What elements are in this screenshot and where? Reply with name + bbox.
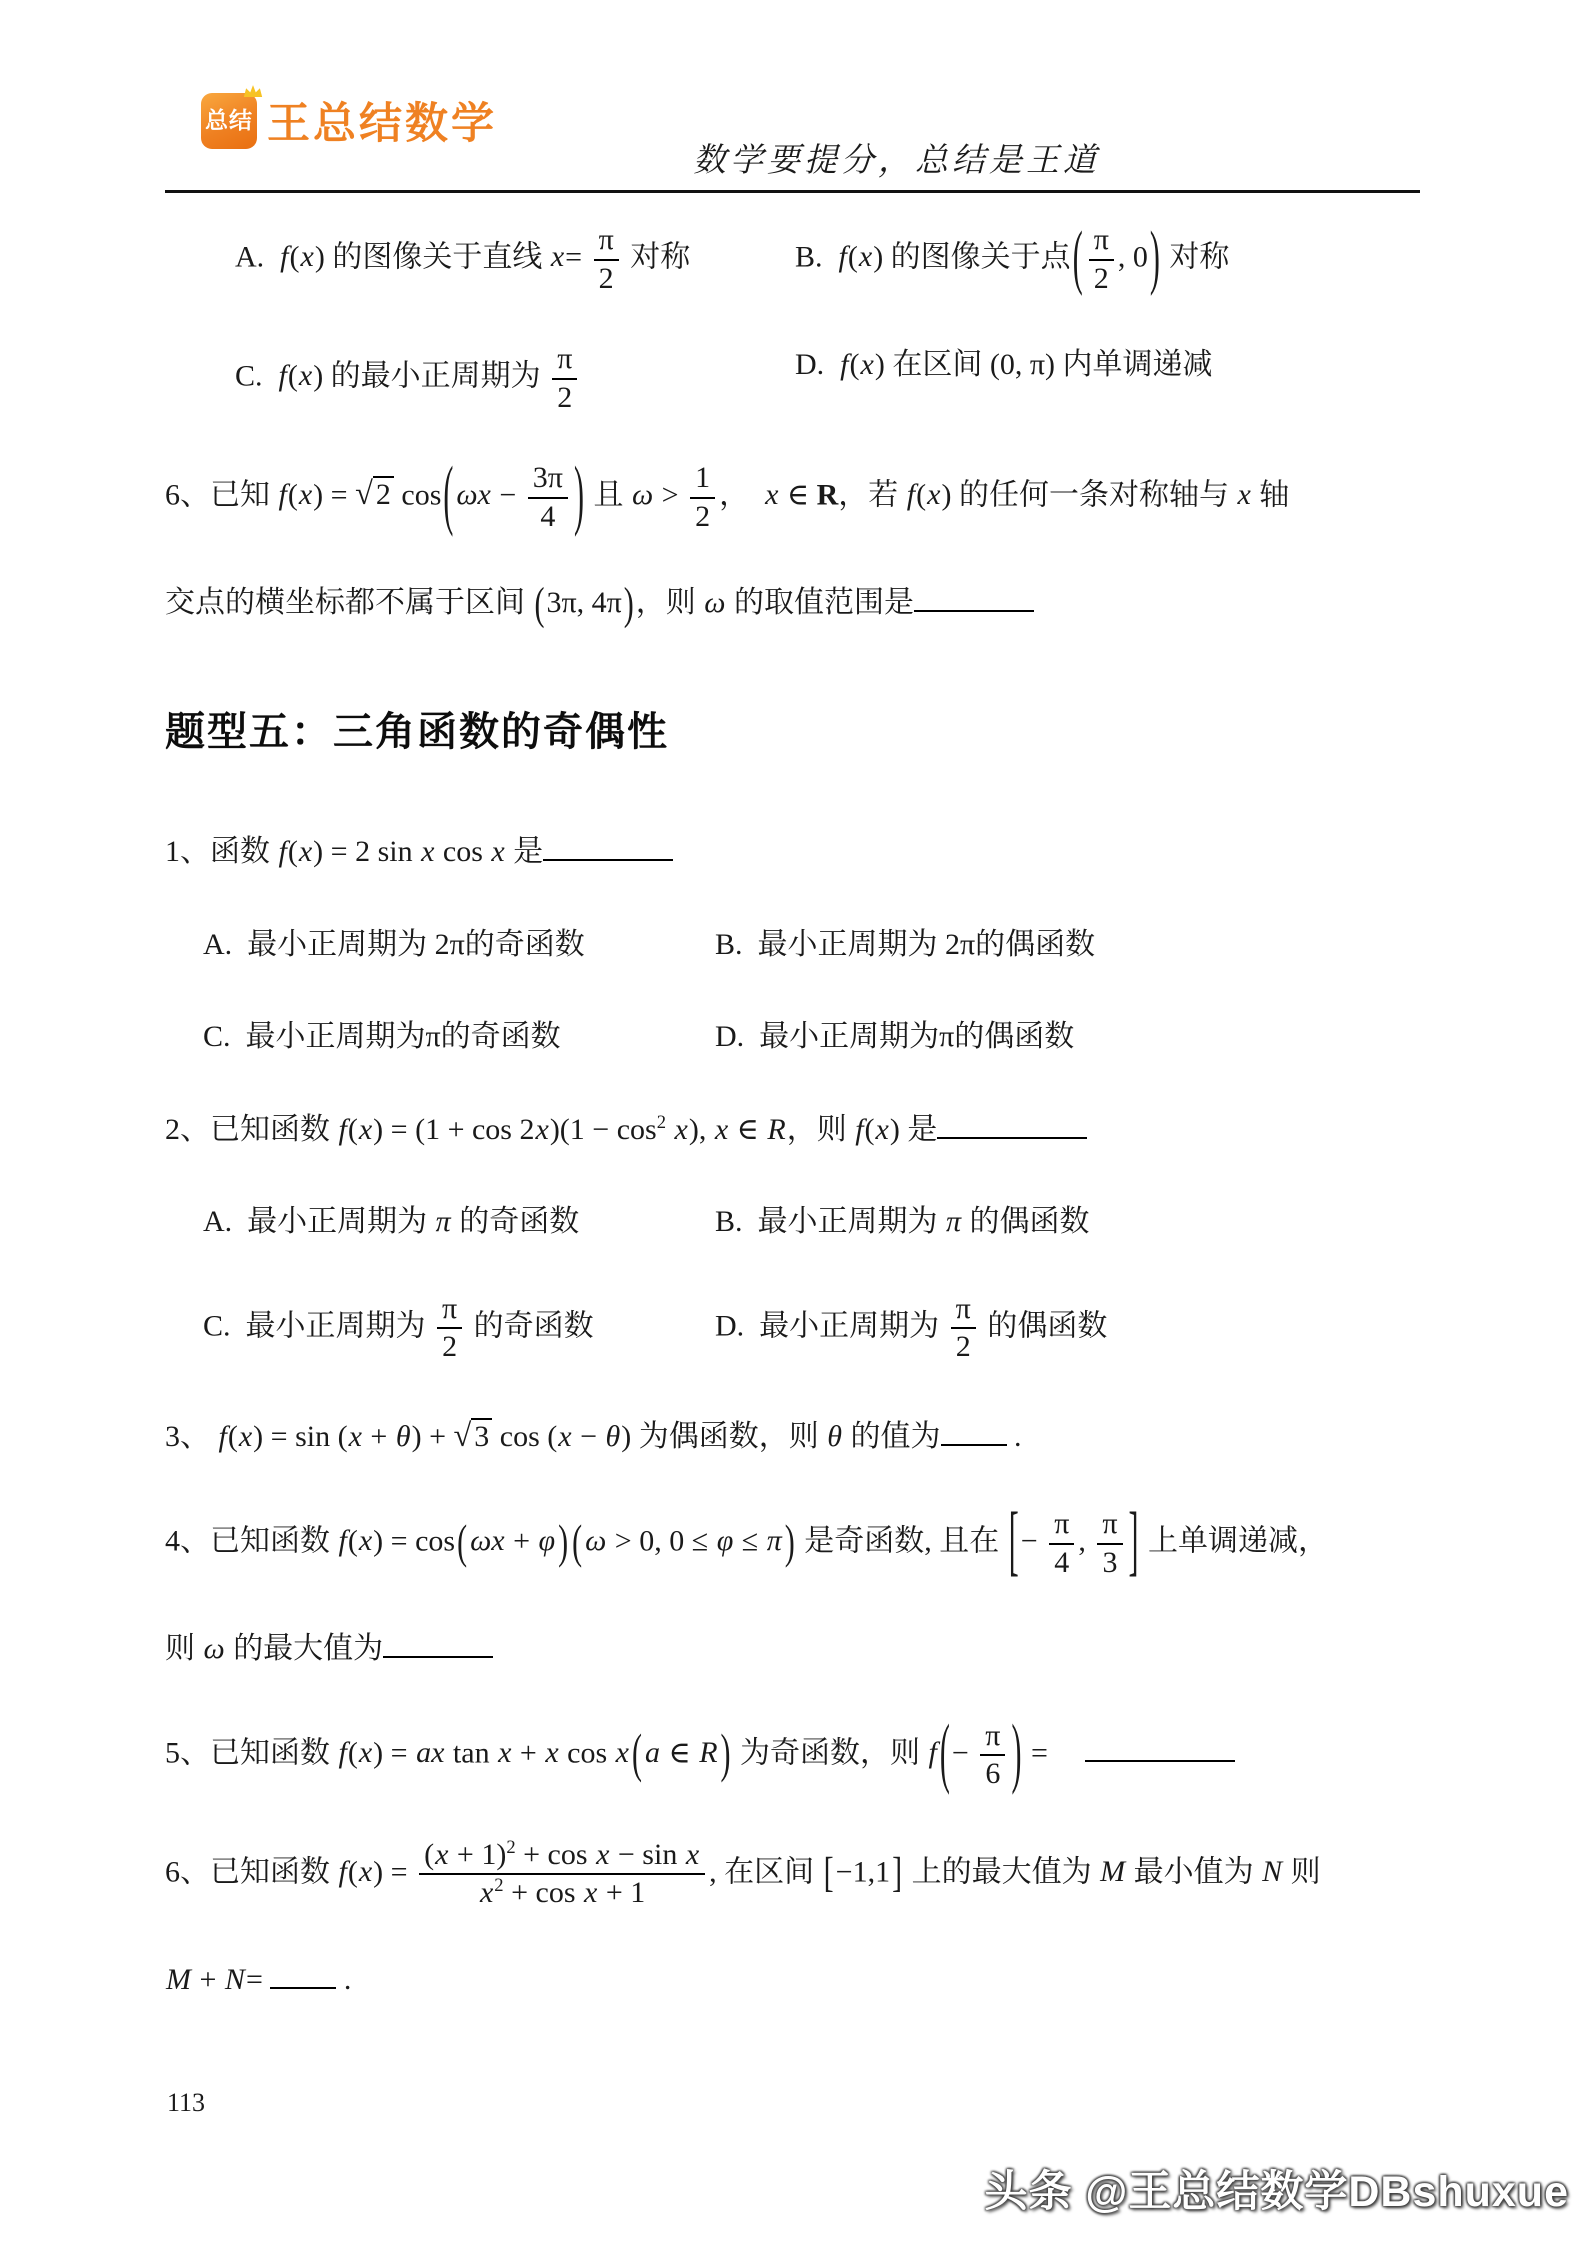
logo-text: 王总结数学 [267, 100, 497, 148]
radical: √ 3 [454, 1420, 493, 1453]
options-row [165, 1199, 1420, 1246]
stretch-bracket: ) [623, 579, 634, 629]
option-cell: A. 最小正周期为 π 的奇函数 [203, 1205, 580, 1239]
fraction: $\frac{\pi}{2}$ [1089, 223, 1114, 296]
fraction: $\frac{\pi}{2}$ [951, 1292, 976, 1365]
fraction: $\frac{\pi}{6}$ [980, 1719, 1005, 1792]
options-row [165, 218, 1420, 298]
fraction: $\frac{\pi}{2}$ [594, 223, 619, 296]
fraction: $\frac{\pi}{2}$ [437, 1292, 462, 1365]
fraction: $\frac{\pi}{2}$ [552, 342, 577, 415]
options-row [165, 342, 1420, 415]
crown-icon [242, 84, 264, 99]
fraction: $\frac{1}{2}$ [690, 461, 715, 534]
stretch-bracket: ( [443, 452, 454, 539]
page-number: 113 [167, 2088, 206, 2117]
logo-icon [201, 93, 257, 149]
stretch-bracket: ( [457, 1515, 468, 1569]
answer-blank [914, 580, 1034, 612]
question-line: M + N= . [165, 1957, 1420, 2004]
fraction: $\frac{\pi}{4}$ [1049, 1507, 1074, 1580]
option-cell: A. 最小正周期为 2π的奇函数 [203, 927, 585, 961]
option-cell: D. 最小正周期为π的偶函数 [715, 1020, 1075, 1054]
brand-logo [201, 90, 497, 151]
option-cell: D. 最小正周期为 $\frac{\pi}{2}$ 的偶函数 [715, 1291, 1108, 1364]
option-cell: C. 最小正周期为π的奇函数 [203, 1020, 561, 1054]
option-cell: D. f(x) 在区间 (0, π) 内单调递减 [795, 348, 1213, 381]
watermark: 头条 @王总结数学DBshuxue [984, 2168, 1569, 2216]
tagline: 数学要提分，总结是王道 [693, 143, 1100, 179]
stretch-bracket: ( [631, 1724, 642, 1784]
answer-blank [941, 1414, 1007, 1446]
logo-badge-text: 总结 [205, 107, 253, 133]
stretch-bracket: ( [1072, 218, 1083, 298]
options-row [165, 922, 1420, 969]
option-cell: B. 最小正周期为 π 的偶函数 [715, 1205, 1090, 1239]
option-cell: C. f(x) 的最小正周期为 $\frac{\pi}{2}$ [235, 342, 795, 415]
stretch-bracket: [ [1008, 1498, 1019, 1585]
question-line: 则 ω 的最大值为 [165, 1626, 1420, 1673]
question-line: 交点的横坐标都不属于区间 (3π, 4π)，则 ω 的取值范围是 [165, 580, 1420, 628]
question-line: 6、已知 f(x) = √ 2 cos( ωx − $\frac{3\pi}{4}$ ) 且 ω > $\frac{1}{2}$ ， x ∈ R，若 f(x) 的任何一条对称轴与 x 轴 [165, 461, 1420, 534]
option-cell: B. f(x) 的图像关于点( $\frac{\pi}{2}$ , 0) 对称 [795, 223, 1420, 296]
question-line: 6、已知函数 f(x) = $\frac{(x + 1)^2 + \cos x - \sin x}{x^2 + \cos x + 1}$ , 在区间 [−1,1] 上的最大值为 M 最小值为 N 则 [165, 1836, 1321, 1910]
radical: √ 2 [355, 478, 394, 511]
answer-blank [383, 1626, 493, 1658]
question-line: 3、 f(x) = sin (x + θ) + √ 3 cos (x − θ) 为偶函数，则 θ 的值为 . [165, 1411, 1420, 1461]
stretch-bracket: ] [1128, 1498, 1139, 1585]
answer-blank [270, 1957, 336, 1989]
stretch-bracket: ) [558, 1515, 569, 1569]
options-row [165, 1014, 1420, 1061]
question-line: 2、已知函数 $f(x) = (1 + \cos 2x)(1 - \cos^2 x)$, x ∈ R，则 f(x) 是 [165, 1107, 1420, 1154]
stretch-bracket: ) [573, 452, 584, 539]
stretch-bracket: ] [892, 1849, 903, 1897]
fraction: $\frac{3\pi}{4}$ [528, 461, 568, 534]
stretch-bracket: ( [939, 1710, 950, 1797]
section-heading: 题型五：三角函数的奇偶性 [165, 710, 669, 755]
stretch-bracket: ) [1011, 1710, 1022, 1797]
answer-blank [1085, 1730, 1235, 1762]
stretch-bracket: ( [572, 1515, 583, 1569]
question-line: 1、函数 f(x) = 2 sin x cos x 是 [165, 829, 1420, 876]
option-cell: B. 最小正周期为 2π的偶函数 [715, 927, 1096, 961]
option-cell: C. 最小正周期为 $\frac{\pi}{2}$ 的奇函数 [203, 1291, 594, 1364]
question-line: 5、已知函数 f(x) = ax tan x + x cos x ( a ∈ R ) 为奇函数，则 f (− $\frac{\pi}{6}$ ) = [165, 1719, 1420, 1792]
answer-blank [543, 829, 673, 861]
stretch-bracket: ( [534, 579, 545, 629]
fraction: $\frac{(x + 1)^2 + \cos x - \sin x}{x^2 + \cos x + 1}$ [419, 1838, 705, 1911]
stretch-bracket: ) [720, 1724, 731, 1784]
stretch-bracket: [ [823, 1849, 834, 1897]
options-row [165, 1292, 1420, 1365]
question-line: 4、已知函数 f(x) = cos( ωx + φ ) ( ω > 0, 0 ≤ φ ≤ π ) 是奇函数, 且在 [− $\frac{\pi}{4}$ , $\frac{\pi}{3}$ ] 上单调递减， [165, 1507, 1420, 1580]
stretch-bracket: ) [784, 1515, 795, 1569]
worksheet-content [165, 193, 1420, 2003]
fraction: $\frac{\pi}{3}$ [1097, 1507, 1122, 1580]
stretch-bracket: ) [1149, 218, 1160, 298]
option-cell: A. f(x) 的图像关于直线 x= $\frac{\pi}{2}$ 对称 [235, 223, 691, 295]
answer-blank [937, 1107, 1087, 1139]
page-header [165, 0, 1420, 193]
